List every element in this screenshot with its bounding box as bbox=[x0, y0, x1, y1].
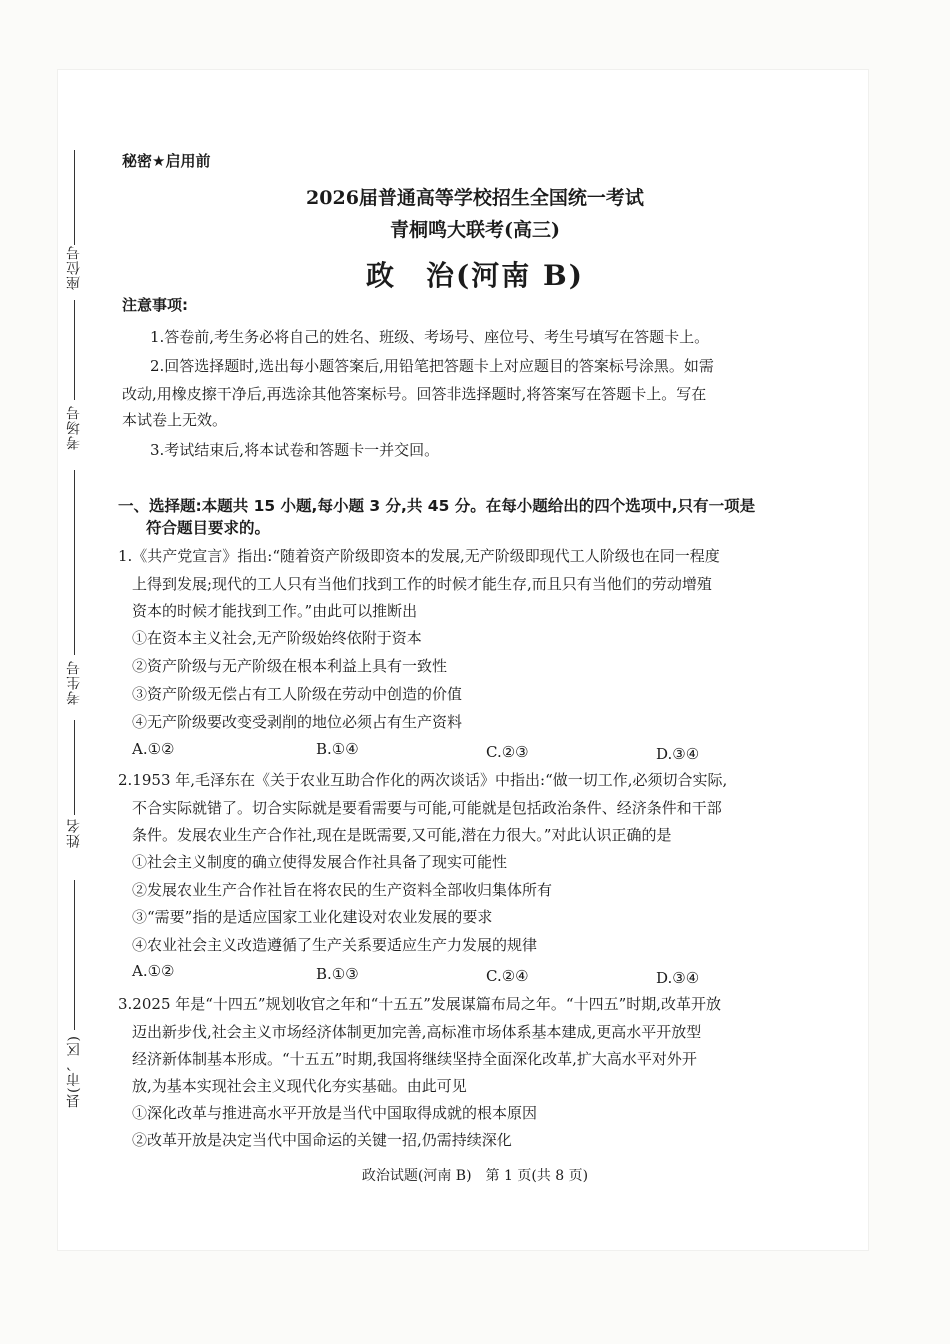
notice-item-2-line-1: 2.回答选择题时,选出每小题答案后,用铅笔把答题卡上对应题目的答案标号涂黑。如需 bbox=[150, 357, 714, 375]
q1-statement-1: ①在资本主义社会,无产阶级始终依附于资本 bbox=[132, 629, 422, 647]
margin-line-name bbox=[74, 720, 75, 815]
margin-line-exam-id bbox=[74, 470, 75, 655]
margin-label-seat: 座位号 bbox=[66, 245, 82, 290]
q2-stem-line-3: 条件。发展农业生产合作社,现在是既需要,又可能,潜在力很大。”对此认识正确的是 bbox=[132, 826, 672, 844]
q3-stem-line-1: 3.2025 年是“十四五”规划收官之年和“十五五”发展谋篇布局之年。“十四五”时期,改革开放 bbox=[118, 995, 722, 1013]
q2-option-c: C.②④ bbox=[486, 967, 529, 985]
q2-option-d: D.③④ bbox=[656, 969, 700, 987]
q1-statement-4: ④无产阶级要改变受剥削的地位必须占有生产资料 bbox=[132, 713, 463, 731]
q2-stem-line-1: 2.1953 年,毛泽东在《关于农业互助合作化的两次谈话》中指出:“做一切工作,必须切合实际, bbox=[118, 771, 728, 789]
q2-statement-3: ③“需要”指的是适应国家工业化建设对农业发展的要求 bbox=[132, 908, 493, 926]
q2-stem-line-2: 不合实际就错了。切合实际就是要看需要与可能,可能就是包括政治条件、经济条件和干部 bbox=[132, 799, 722, 817]
page-footer: 政治试题(河南 B) 第 1 页(共 8 页) bbox=[361, 1168, 589, 1184]
q3-stem-line-3: 经济新体制基本形成。“十五五”时期,我国将继续坚持全面深化改革,扩大高水平对外开 bbox=[132, 1050, 697, 1068]
q2-statement-1: ①社会主义制度的确立使得发展合作社具备了现实可能性 bbox=[132, 853, 508, 871]
notice-item-2-line-3: 本试卷上无效。 bbox=[122, 411, 228, 429]
notice-item-1: 1.答卷前,考生务必将自己的姓名、班级、考场号、座位号、考生号填写在答题卡上。 bbox=[150, 328, 710, 346]
margin-line-room bbox=[74, 300, 75, 400]
notice-heading: 注意事项: bbox=[122, 296, 188, 314]
subject-title: 政 治(河南 B) bbox=[366, 259, 584, 292]
q3-stem-line-2: 迈出新步伐,社会主义市场经济体制更加完善,高标准市场体系基本建成,更高水平开放型 bbox=[132, 1023, 702, 1041]
margin-label-room: 考场号 bbox=[66, 405, 82, 450]
margin-label-name: 姓名 bbox=[66, 818, 82, 848]
margin-line-county bbox=[74, 880, 75, 1030]
q1-option-a: A.①② bbox=[132, 740, 175, 758]
section-heading-line-2: 符合题目要求的。 bbox=[146, 519, 271, 537]
q2-statement-2: ②发展农业生产合作社旨在将农民的生产资料全部收归集体所有 bbox=[132, 881, 553, 899]
q1-statement-2: ②资产阶级与无产阶级在根本利益上具有一致性 bbox=[132, 657, 448, 675]
q1-option-d: D.③④ bbox=[656, 745, 700, 763]
margin-label-exam-id: 考生号 bbox=[66, 660, 82, 705]
confidential-mark: 秘密★启用前 bbox=[122, 152, 211, 170]
q3-statement-1: ①深化改革与推进高水平开放是当代中国取得成就的根本原因 bbox=[132, 1104, 538, 1122]
q2-option-b: B.①③ bbox=[316, 965, 359, 983]
section-heading-line-1: 一、选择题:本题共 15 小题,每小题 3 分,共 45 分。在每小题给出的四个选项中,只有一项是 bbox=[118, 497, 756, 515]
q2-option-a: A.①② bbox=[132, 962, 175, 980]
q1-option-c: C.②③ bbox=[486, 743, 529, 761]
q3-stem-line-4: 放,为基本实现社会主义现代化夯实基础。由此可见 bbox=[132, 1077, 467, 1095]
q1-stem-line-3: 资本的时候才能找到工作。”由此可以推断出 bbox=[132, 602, 418, 620]
q2-statement-4: ④农业社会主义改造遵循了生产关系要适应生产力发展的规律 bbox=[132, 936, 538, 954]
notice-item-2-line-2: 改动,用橡皮擦干净后,再选涂其他答案标号。回答非选择题时,将答案写在答题卡上。写在 bbox=[122, 385, 707, 403]
q1-stem-line-2: 上得到发展;现代的工人只有当他们找到工作的时候才能生存,而且只有当他们的劳动增殖 bbox=[132, 575, 712, 593]
notice-item-3: 3.考试结束后,将本试卷和答题卡一并交回。 bbox=[150, 441, 440, 459]
exam-subtitle: 青桐鸣大联考(高三) bbox=[390, 219, 560, 241]
q3-statement-2: ②改革开放是决定当代中国命运的关键一招,仍需持续深化 bbox=[132, 1131, 512, 1149]
q1-option-b: B.①④ bbox=[316, 740, 359, 758]
exam-title: 2026届普通高等学校招生全国统一考试 bbox=[306, 187, 644, 209]
q1-stem-line-1: 1.《共产党宣言》指出:“随着资产阶级即资本的发展,无产阶级即现代工人阶级也在同一程度 bbox=[118, 547, 720, 565]
margin-label-county: 县(市、区) bbox=[66, 1035, 82, 1108]
q1-statement-3: ③资产阶级无偿占有工人阶级在劳动中创造的价值 bbox=[132, 685, 463, 703]
